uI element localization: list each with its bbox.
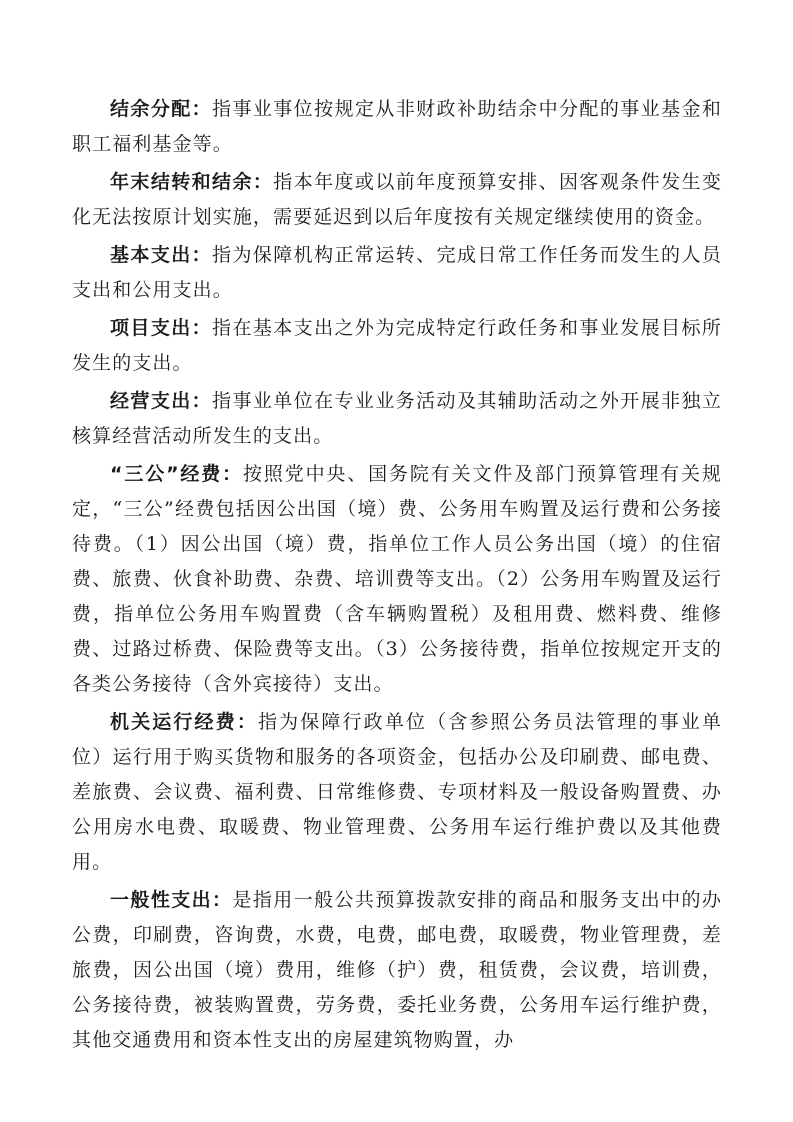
definition-project-expenditure: 指在基本支出之外为完成特定行政任务和事业发展目标所发生的支出。: [72, 317, 722, 374]
definition-surplus-distribution: 指事业事位按规定从非财政补助结余中分配的事业基金和职工福利基金等。: [72, 98, 722, 155]
paragraph-year-end-carryover: [72, 165, 722, 235]
definition-agency-operating-funds: 指为保障行政单位（含参照公务员法管理的事业单位）运行用于购买货物和服务的各项资金，包括办公及印刷费、邮电费、差旅费、会议费、福利费、日常维修费、专项材料及一般设备购置费、办公用房水电费、取暖费、物业管理费、公务用车运行维护费以及其他费用。: [72, 711, 723, 873]
definition-operating-expenditure: 指事业单位在专业业务活动及其辅助活动之外开展非独立核算经营活动所发生的支出。: [72, 390, 722, 447]
definition-basic-expenditure: 指为保障机构正常运转、完成日常工作任务而发生的人员支出和公用支出。: [72, 244, 722, 301]
definition-year-end-carryover: 指本年度或以前年度预算安排、因客观条件发生变化无法按原计划实施，需要延迟到以后年度按有关规定继续使用的资金。: [72, 171, 722, 228]
term-agency-operating-funds: 机关运行经费：: [110, 711, 258, 733]
paragraph-operating-expenditure: [72, 384, 722, 454]
term-project-expenditure: 项目支出：: [110, 317, 213, 339]
paragraph-surplus-distribution: [72, 92, 722, 162]
term-general-expenditure: 一般性支出：: [110, 889, 233, 911]
term-basic-expenditure: 基本支出：: [110, 244, 213, 266]
term-surplus-distribution: 结余分配：: [110, 98, 213, 120]
term-operating-expenditure: 经营支出：: [110, 390, 213, 412]
definition-three-public-expenses: 按照党中央、国务院有关文件及部门预算管理有关规定，“三公”经费包括因公出国（境）费、公务用车购置及运行费和公务接待费。（1）因公出国（境）费，指单位工作人员公务出国（境）的住宿费、旅费、伙食补助费、杂费、培训费等支出。（2）公务用车购置及运行费，指单位公务用车购置费（含车辆购置税）及租用费、燃料费、维修费、过路过桥费、保险费等支出。（3）公务接待费，指单位按规定开支的各类公务接待（含外宾接待）支出。: [72, 463, 722, 695]
term-three-public-expenses: “三公”经费：: [110, 463, 243, 485]
term-year-end-carryover: 年末结转和结余：: [110, 171, 274, 193]
paragraph-agency-operating-funds: [72, 705, 722, 880]
paragraph-three-public-expenses: [72, 457, 722, 702]
paragraph-project-expenditure: [72, 311, 722, 381]
document-page: [72, 92, 722, 1061]
paragraph-general-expenditure: [72, 883, 722, 1058]
definition-general-expenditure: 是指用一般公共预算拨款安排的商品和服务支出中的办公费，印刷费，咨询费，水费，电费，邮电费，取暖费，物业管理费，差旅费，因公出国（境）费用，维修（护）费，租赁费，会议费，培训费，公务接待费，被装购置费，劳务费，委托业务费，公务用车运行维护费，其他交通费用和资本性支出的房屋建筑物购置，办: [72, 889, 722, 1051]
paragraph-basic-expenditure: [72, 238, 722, 308]
